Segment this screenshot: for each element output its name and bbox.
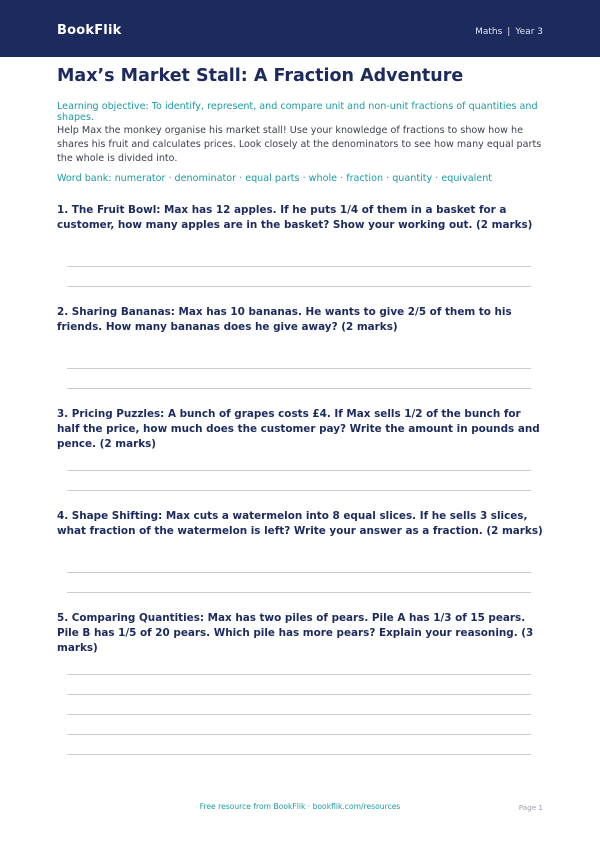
worksheet-title: Max’s Market Stall: A Fraction Adventure — [57, 66, 464, 86]
footer-resource-link[interactable]: Free resource from BookFlik · bookflik.com/resources — [199, 802, 401, 811]
answer-line[interactable] — [67, 694, 531, 695]
page-number: Page 1 — [518, 803, 543, 812]
question-1: 1. The Fruit Bowl: Max has 12 apples. If he puts 1/4 of them in a basket for a customer, how many apples are in the basket? Show your working out. (2 marks) — [57, 204, 533, 232]
answer-line[interactable] — [67, 470, 531, 471]
answer-line[interactable] — [67, 754, 531, 755]
year-label: Year 3 — [515, 27, 543, 37]
answer-line[interactable] — [67, 734, 531, 735]
intro-text: Help Max the monkey organise his market stall! Use your knowledge of fractions to show how he shares his fruit and calculates prices. Look closely at the denominators to see how many equal parts the whole is divided into. — [57, 125, 542, 164]
answer-line[interactable] — [67, 572, 531, 573]
answer-line[interactable] — [67, 490, 531, 491]
answer-line[interactable] — [67, 592, 531, 593]
word-bank: Word bank: numerator · denominator · equal parts · whole · fraction · quantity · equivalent — [57, 173, 493, 184]
subject-label: Maths — [475, 27, 503, 37]
subject-year: Maths | Year 3 — [475, 27, 543, 37]
answer-line[interactable] — [67, 714, 531, 715]
answer-line[interactable] — [67, 674, 531, 675]
header-bar — [0, 0, 600, 57]
question-5: 5. Comparing Quantities: Max has two piles of pears. Pile A has 1/3 of 15 pears. Pile B has 1/5 of 20 pears. Which pile has more pears? Explain your reasoning. (3 marks) — [57, 612, 534, 655]
answer-line[interactable] — [67, 368, 531, 369]
answer-line[interactable] — [67, 286, 531, 287]
question-2: 2. Sharing Bananas: Max has 10 bananas. He wants to give 2/5 of them to his friends. How many bananas does he give away? (2 marks) — [57, 306, 512, 334]
learning-objective: Learning objective: To identify, represent, and compare unit and non-unit fractions of quantities and shapes. — [57, 101, 538, 123]
answer-line[interactable] — [67, 388, 531, 389]
answer-line[interactable] — [67, 266, 531, 267]
brand-logo[interactable]: BookFlik — [57, 23, 122, 38]
question-3: 3. Pricing Puzzles: A bunch of grapes costs £4. If Max sells 1/2 of the bunch for half the price, how much does the customer pay? Write the amount in pounds and pence. (2 marks) — [57, 408, 540, 451]
question-4: 4. Shape Shifting: Max cuts a watermelon into 8 equal slices. If he sells 3 slices, what fraction of the watermelon is left? Write your answer as a fraction. (2 marks) — [57, 510, 543, 538]
